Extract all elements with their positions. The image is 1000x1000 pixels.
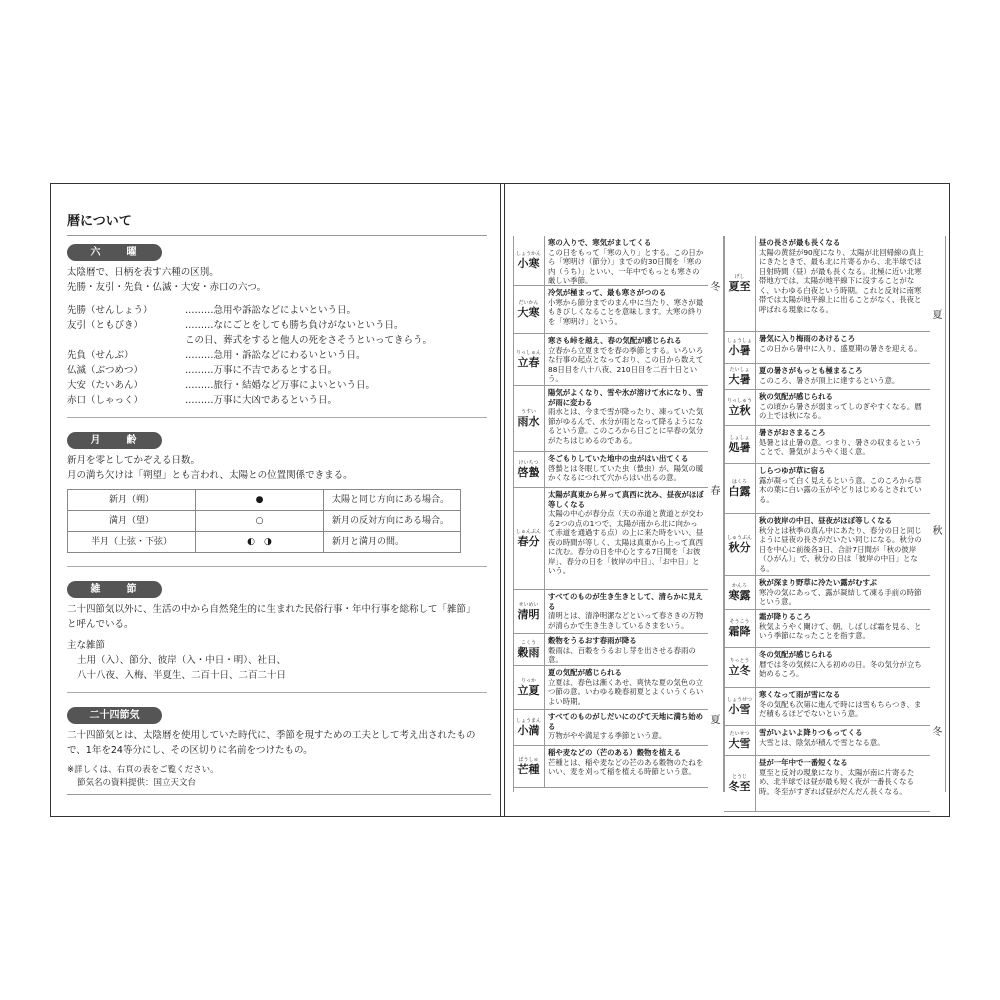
- section-heading: 雑 節: [67, 581, 162, 598]
- list-title: 主な雑節: [67, 640, 106, 651]
- term-body: 寒冷の気にあって、露が凝結して凍る手前の時節という意。: [759, 587, 922, 606]
- term-description: [756, 426, 930, 463]
- moon-name: 新月（朔）: [68, 490, 196, 511]
- term-row: [513, 488, 708, 590]
- term-row: [724, 332, 930, 364]
- term-kanji: 小雪: [728, 703, 751, 716]
- term-row: [724, 364, 930, 390]
- term-body: 秋気ようやく闌けて、朝、しばしば霜を見る、という季節になったことを指す意。: [759, 621, 922, 640]
- rokuyo-item: [67, 318, 487, 333]
- term-ruby: しゅうぶん: [726, 535, 752, 541]
- term-name-cell: [513, 666, 545, 709]
- section-divider: [67, 557, 487, 567]
- rokuyo-item: [67, 348, 487, 363]
- term-description: [756, 756, 930, 811]
- moon-symbol: ●: [196, 490, 324, 511]
- nijushi-section: [67, 707, 487, 790]
- term-body: このころ、暑さが頂上に達するという意。: [759, 375, 900, 385]
- term-name-cell: [724, 332, 756, 363]
- term-kanji: 立夏: [517, 684, 540, 697]
- term-description: [756, 648, 930, 687]
- term-body: 夏至と反対の現象になり、太陽が南に片寄るため、北半球では昼が最も短く夜が一番長くなる時。冬至がすぎれば昼がだんだん長くなる。: [759, 767, 915, 796]
- term-row: [513, 634, 708, 666]
- left-page: [67, 214, 487, 804]
- rokuyo-desc: ………急用や訴訟などによいという日。: [185, 305, 357, 316]
- intro-line: 先勝・友引・先負・仏滅・大安・赤口の六つ。: [67, 282, 267, 293]
- term-kanji: 冬至: [728, 780, 751, 793]
- term-row: [513, 590, 708, 634]
- term-body: 冬の気配も次第に進んで時には雪もちらつき、まだ積もるほどでないという意。: [759, 699, 922, 718]
- moon-symbol: ○: [196, 511, 324, 532]
- term-name-cell: [724, 236, 756, 331]
- term-heading: 冬ごもりしていた地中の虫がはい出てくる: [548, 454, 689, 463]
- term-body: 処暑とは止暑の意。つまり、暑さの収まるということで、暑気がようやく退く意。: [759, 437, 922, 456]
- term-description: [756, 364, 930, 389]
- list-item: 土用（入）、節分、彼岸（入・中日・明）、社日、: [77, 655, 287, 666]
- term-row: [724, 390, 930, 426]
- term-name-cell: [724, 726, 756, 755]
- term-ruby: うすい: [520, 409, 536, 415]
- rokuyo-item: [67, 378, 487, 393]
- intro-line: 月の満ち欠けは「朔望」とも言われ、太陽との位置関係できまる。: [67, 470, 353, 481]
- term-kanji: 穀雨: [517, 646, 540, 659]
- term-heading: 冷気が極まって、最も寒さがつのる: [548, 288, 667, 297]
- moon-desc: 新月の反対方向にある場合。: [324, 511, 461, 532]
- term-name-cell: [513, 452, 545, 487]
- term-heading: 寒さも峠を越え、春の気配が感じられる: [548, 336, 682, 345]
- term-ruby: りっか: [520, 678, 536, 684]
- term-kanji: 立春: [517, 356, 540, 369]
- term-kanji: 小暑: [728, 344, 751, 357]
- term-body: 暦では冬の気候に入る初めの日。冬の気分が立ち始めるころ。: [759, 659, 922, 678]
- term-row: [513, 386, 708, 452]
- rokuyo-desc: ………旅行・結婚など万事によいという日。: [185, 380, 376, 391]
- intro-line: 新月を零としてかぞえる日数。: [67, 455, 201, 466]
- term-description: [756, 610, 930, 647]
- term-heading: 陽気がよくなり、雪や氷が溶けて水になり、雪が雨に変わる: [548, 388, 704, 407]
- moon-phase-table: [67, 489, 461, 553]
- term-body: 雨水とは、今まで雪が降ったり、凍っていた気節がゆるんで、水分が雨となって降るようになるという意。このころから日ごとに早春の気分がたちはじめるのである。: [548, 407, 704, 445]
- rokuyo-desc: この日、葬式をすると他人の死をさそうといってきらう。: [185, 335, 433, 346]
- section-heading: 二十四節気: [67, 707, 162, 724]
- moon-name: 半月（上弦・下弦）: [68, 532, 196, 553]
- rokuyo-desc: ………なにごとをしても勝ち負けがないという日。: [185, 320, 404, 331]
- term-description: [545, 746, 708, 787]
- term-ruby: そうこう: [729, 619, 750, 625]
- moon-name: 満月（望）: [68, 511, 196, 532]
- term-body: 立春から立夏までを春の季節とする。いろいろな行事の起点となっており、この日から数えて88日目を八十八夜、210日目を二百十日という。: [548, 345, 704, 383]
- term-name-cell: [724, 390, 756, 425]
- term-name-cell: [513, 746, 545, 787]
- rokuyo-term: 先勝（せんしょう）: [67, 305, 153, 316]
- term-ruby: げし: [734, 274, 745, 280]
- term-kanji: 啓蟄: [517, 466, 540, 479]
- term-heading: 暑さがおさまるころ: [759, 428, 826, 437]
- term-description: [545, 334, 708, 385]
- rokuyo-desc: ………急用・訴訟などにわるいという日。: [185, 350, 366, 361]
- rokuyo-term: 友引（ともびき）: [67, 320, 144, 331]
- rokuyo-term: 仏滅（ぶつめつ）: [67, 365, 144, 376]
- term-heading: 寒くなって雨が雪になる: [759, 690, 841, 699]
- term-body: 啓蟄とは冬眠していた虫（蟄虫）が、陽気の暖かくなるにつれて穴からはい出るの意。: [548, 463, 704, 482]
- term-kanji: 雨水: [517, 415, 540, 428]
- term-kanji: 小寒: [517, 257, 540, 270]
- rokuyo-term: [67, 333, 185, 348]
- term-heading: 霜が降りるころ: [759, 612, 811, 621]
- term-name-cell: [724, 688, 756, 725]
- term-description: [545, 488, 708, 589]
- term-body: 穀雨は、百穀をうるおし芽を出させる春雨の意。: [548, 645, 696, 664]
- term-heading: 夏の暑さがもっとも極まるころ: [759, 366, 863, 375]
- term-body: 万物がやや満足する季節という意。: [548, 731, 667, 740]
- term-row: [724, 426, 930, 464]
- term-kanji: 大寒: [517, 306, 540, 319]
- term-description: [756, 332, 930, 363]
- term-body: 芒種とは、稲や麦などの芒のある穀物のたねをいい、麦を刈って稲を植える時節という意。: [548, 757, 704, 776]
- term-kanji: 清明: [517, 608, 540, 621]
- term-ruby: しゅんぶん: [515, 529, 541, 535]
- season-label: 春: [708, 334, 724, 644]
- table-row: [68, 532, 461, 553]
- term-ruby: しょうまん: [515, 718, 541, 724]
- term-ruby: たいせつ: [729, 731, 750, 737]
- term-body: 清明とは、清浄明潔などといって春さきの万物が清らかで生き生きしているさまをいう。: [548, 611, 704, 630]
- term-row: [724, 514, 930, 576]
- term-heading: 冬の気配が感じられる: [759, 650, 833, 659]
- rokuyo-desc: ………万事に大凶であるという日。: [185, 395, 338, 406]
- term-heading: 昼が一年中で一番短くなる: [759, 758, 848, 767]
- term-ruby: せいめい: [518, 602, 539, 608]
- rokuyo-section: [67, 244, 487, 418]
- term-heading: 雪がいよいよ降りつもってくる: [759, 728, 863, 737]
- term-ruby: しょうかん: [515, 251, 541, 257]
- term-row: [724, 610, 930, 648]
- term-description: [545, 236, 708, 285]
- term-row: [724, 688, 930, 726]
- rokuyo-term: 赤口（しゃっく）: [67, 395, 144, 406]
- term-description: [756, 236, 930, 331]
- term-body: 太陽の黄経が90度になり、太陽が北回帰線の真上にきたときで、最も北に片寄るから、北半球では日射時間（昼）が最も長くなる。北極に近い北寒帯地方では、太陽が地平線下に沒することがなく、いわゆる白夜という時期。これと反対に南寒帯では太陽が地平線上に出ることがなく、長夜と呼ばれる現象になる。: [759, 247, 924, 314]
- term-row: [724, 648, 930, 688]
- right-page: [513, 236, 951, 796]
- term-description: [545, 634, 708, 665]
- source-credit: 節気名の資料提供：国立天文台: [77, 778, 197, 788]
- term-body: 秋分とは秋季の真ん中にあたり、春分の日と同じように昼夜の長さがだいたい同じになる。秋分の日を中心に前後各3日、合計7日間が「秋の彼岸（ひがん）」で、秋分の日は「彼岸の中日」となる。: [759, 525, 922, 573]
- moon-desc: 新月と満月の間。: [324, 532, 461, 553]
- term-ruby: たいしょ: [729, 367, 750, 373]
- page-title: 暦について: [67, 214, 487, 236]
- term-body: 太陽の中心が春分点（天の赤道と黄道とが交わる2つの点の1つで、太陽が南から北に向かって赤道を通過する点）の上に来た時をいい、昼夜の時間が等しく、太陽は真東から上って真西に沈む。春分の日を中心とする7日間を「お彼岸」、春分の日を「彼岸の中日」、「お中日」という。: [548, 509, 704, 575]
- term-kanji: 立秋: [728, 404, 751, 417]
- term-row: [513, 236, 708, 286]
- term-name-cell: [724, 576, 756, 609]
- term-body: この頃から暑さが弱まってしのぎやすくなる。暦の上では秋になる。: [759, 401, 922, 420]
- term-body: この日から暑中に入り、盛夏期の暑さを迎える。: [759, 343, 922, 353]
- rokuyo-item: [67, 333, 487, 348]
- term-kanji: 春分: [517, 535, 540, 548]
- term-heading: 夏の気配が感じられる: [548, 668, 622, 677]
- term-ruby: しょうしょ: [726, 338, 752, 344]
- moon-section: [67, 432, 487, 567]
- table-row: [68, 511, 461, 532]
- term-description: [545, 710, 708, 745]
- term-heading: 昼の長さが最も長くなる: [759, 238, 841, 247]
- term-heading: すべてのものがしだいにのびて天地に満ち始める: [548, 712, 704, 731]
- term-description: [756, 464, 930, 513]
- term-kanji: 大暑: [728, 373, 751, 386]
- season-label: 冬: [930, 668, 946, 792]
- term-row: [513, 334, 708, 386]
- term-name-cell: [724, 364, 756, 389]
- term-ruby: だいかん: [518, 300, 539, 306]
- section-divider: [67, 683, 487, 693]
- term-heading: 寒の入りで、寒気がましてくる: [548, 238, 652, 247]
- moon-desc: 太陽と同じ方向にある場合。: [324, 490, 461, 511]
- term-body: この日をもって「寒の入り」とする。この日から「寒明け（節分）」までの約30日間を「寒の内（うち）」といい、一年中でもっとも寒さの厳しい季節。: [548, 247, 704, 285]
- intro-line: で、1年を24等分にし、その区切りに名前をつけたもの。: [67, 745, 313, 756]
- section-heading: 六 曜: [67, 244, 162, 261]
- note-text: ※詳しくは、右頁の表をご覧ください。: [67, 765, 219, 775]
- intro-line: 太陰暦で、日柄を表す六種の区別。: [67, 267, 219, 278]
- term-row: [724, 576, 930, 610]
- term-kanji: 小満: [517, 724, 540, 737]
- spine-line: [504, 184, 505, 816]
- term-name-cell: [513, 710, 545, 745]
- term-name-cell: [513, 236, 545, 285]
- term-heading: しらつゆが草に宿る: [759, 466, 826, 475]
- section-heading: 月 齢: [67, 432, 162, 449]
- term-ruby: ぼうしゅ: [518, 757, 539, 763]
- term-ruby: りっとう: [729, 658, 750, 664]
- term-kanji: 白露: [728, 485, 751, 498]
- term-name-cell: [513, 590, 545, 633]
- term-description: [756, 688, 930, 725]
- term-name-cell: [513, 488, 545, 589]
- term-row: [513, 452, 708, 488]
- term-ruby: かんろ: [731, 583, 747, 589]
- term-row: [724, 756, 930, 812]
- intro-line: 二十四節気以外に、生活の中から自然発生的に生まれた民俗行事・年中行事を総称して「雑節」: [67, 604, 476, 615]
- rokuyo-desc: ………万事に不吉であるとする日。: [185, 365, 338, 376]
- term-name-cell: [724, 648, 756, 687]
- page-bottom-rule: [67, 794, 491, 795]
- term-ruby: しょうせつ: [726, 697, 752, 703]
- term-heading: 秋の彼岸の中日、昼夜がほぼ等しくなる: [759, 516, 893, 525]
- term-row: [724, 464, 930, 514]
- intro-line: と呼んでいる。: [67, 619, 134, 630]
- term-name-cell: [724, 464, 756, 513]
- term-description: [756, 576, 930, 609]
- term-row: [724, 236, 930, 332]
- season-label: 夏: [930, 236, 946, 390]
- rokuyo-term: 先負（せんぶ）: [67, 350, 134, 361]
- term-name-cell: [513, 386, 545, 451]
- term-body: 立夏は、春色は漸くあせ、爽快な夏の気色の立つ節の意。いわゆる晩春初夏とよくいうくらいよい時期。: [548, 677, 704, 706]
- term-kanji: 芒種: [517, 763, 540, 776]
- term-ruby: りっしゅう: [726, 398, 752, 404]
- rokuyo-item: [67, 393, 487, 408]
- term-kanji: 霜降: [728, 625, 751, 638]
- term-body: 露が凝って白く見えるという意。このころから草木の葉に白い露の玉がやどりはじめるとされている。: [759, 475, 922, 504]
- term-description: [545, 386, 708, 451]
- term-heading: 秋が深まり野草に冷たい露がむすぶ: [759, 578, 877, 587]
- term-name-cell: [724, 610, 756, 647]
- term-name-cell: [513, 334, 545, 385]
- term-description: [545, 452, 708, 487]
- term-heading: 暑気に入り梅雨のあけるころ: [759, 334, 856, 343]
- zassetsu-section: [67, 581, 487, 693]
- rokuyo-term: 大安（たいあん）: [67, 380, 144, 391]
- season-label: 夏: [708, 644, 724, 792]
- term-row: [513, 286, 708, 334]
- intro-line: 二十四節気とは、太陰暦を使用していた時代に、季節を現すための工夫として考え出されたもの: [67, 730, 476, 741]
- term-row: [513, 746, 708, 788]
- term-description: [545, 666, 708, 709]
- term-ruby: けいちつ: [518, 460, 539, 466]
- term-description: [545, 590, 708, 633]
- term-description: [756, 726, 930, 755]
- term-heading: 太陽が真東から昇って真西に沈み、昼夜がほぼ等しくなる: [548, 490, 704, 509]
- term-heading: 秋の気配が感じられる: [759, 392, 833, 401]
- term-name-cell: [513, 286, 545, 333]
- term-name-cell: [724, 756, 756, 811]
- section-divider: [67, 408, 487, 418]
- term-heading: すべてのものが生き生きとして、清らかに見える: [548, 592, 703, 611]
- term-ruby: しょしょ: [729, 435, 750, 441]
- season-label: 秋: [930, 390, 946, 668]
- term-body: 大雪とは、陰気が積んで雪となる意。: [759, 737, 885, 747]
- term-description: [545, 286, 708, 333]
- term-name-cell: [724, 514, 756, 575]
- term-kanji: 寒露: [728, 589, 751, 602]
- term-row: [513, 710, 708, 746]
- term-ruby: こくう: [520, 640, 536, 646]
- term-heading: 稲や麦などの（芒のある）穀物を植える: [548, 748, 682, 757]
- term-ruby: とうじ: [731, 774, 747, 780]
- spine-line: [500, 184, 501, 816]
- term-kanji: 夏至: [728, 280, 751, 293]
- term-heading: 穀物をうるおす春雨が降る: [548, 636, 637, 645]
- term-kanji: 秋分: [728, 541, 751, 554]
- rokuyo-item: [67, 303, 487, 318]
- term-kanji: 処暑: [728, 441, 751, 454]
- term-ruby: りっしゅん: [515, 350, 541, 356]
- term-name-cell: [513, 634, 545, 665]
- list-item: 八十八夜、入梅、半夏生、二百十日、二百二十日: [77, 670, 287, 681]
- term-row: [724, 726, 930, 756]
- rokuyo-item: [67, 363, 487, 378]
- term-row: [513, 666, 708, 710]
- season-label: 冬: [708, 236, 724, 334]
- term-ruby: はくろ: [731, 479, 747, 485]
- moon-symbol: ◐ ◑: [196, 532, 324, 553]
- term-description: [756, 390, 930, 425]
- table-row: [68, 490, 461, 511]
- term-kanji: 大雪: [728, 737, 751, 750]
- calendar-spread: [50, 183, 950, 817]
- term-name-cell: [724, 426, 756, 463]
- term-body: 小寒から節分までのまん中に当たり、寒さが最もきびしくなることを意味します。大寒の終りを「寒明け」という。: [548, 297, 704, 326]
- term-description: [756, 514, 930, 575]
- term-kanji: 立冬: [728, 664, 751, 677]
